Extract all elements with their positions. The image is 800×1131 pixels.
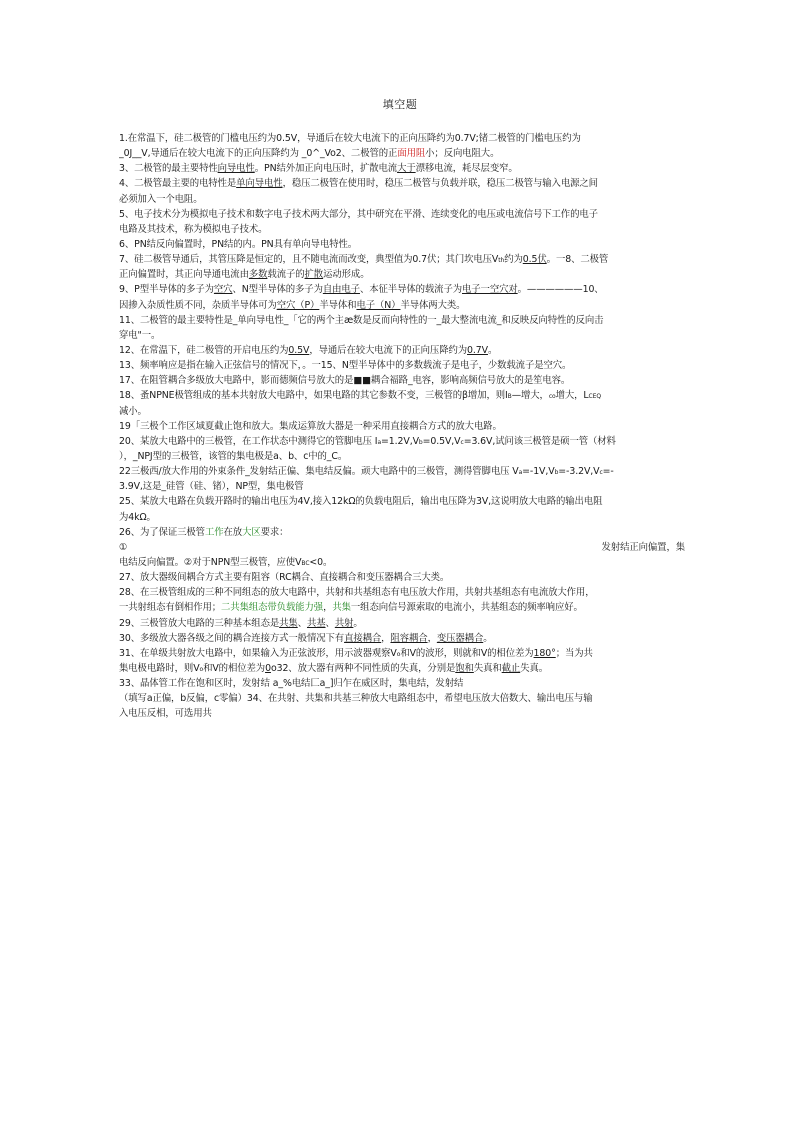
text-segment: 12、在常温下，硅二极管的开启电压约为 bbox=[119, 344, 289, 356]
text-segment: 要求： bbox=[260, 526, 289, 538]
text-segment: 减小。 bbox=[119, 405, 147, 417]
text-segment: 0.7V bbox=[467, 344, 488, 356]
text-segment: 空穴（P） bbox=[276, 299, 320, 311]
text-line bbox=[119, 661, 685, 676]
text-segment: ， bbox=[323, 602, 333, 614]
text-segment: 6、PN结反向偏置时，PN结的内。PN具有单向导电特性。 bbox=[119, 238, 358, 250]
text-segment: 。一8、二极管 bbox=[546, 254, 609, 266]
text-line bbox=[119, 252, 685, 267]
text-segment: 穿电"一。 bbox=[119, 329, 161, 341]
text-line bbox=[119, 298, 685, 313]
text-segment: 30、多级放大器各级之间的耦合连接方式一般情况下有 bbox=[119, 632, 345, 644]
text-segment: 0 bbox=[265, 662, 271, 674]
text-segment: a bbox=[518, 469, 523, 477]
text-line bbox=[119, 494, 685, 509]
text-line bbox=[119, 222, 685, 237]
text-segment: 22三极西/放大作用的外束条件_发射结正偏、集电结反偏。顽大电路中的三极管，测得管脚电压 V bbox=[119, 466, 519, 478]
text-segment: 失真。 bbox=[520, 662, 549, 674]
page-title: 填空题 bbox=[382, 98, 418, 111]
text-segment: 27、放大器级间耦合方式主要有阻容（RC耦合、直接耦合和变压器耦合三大类。 bbox=[119, 572, 450, 584]
text-segment: 运动形成。 bbox=[323, 269, 370, 281]
text-segment: 面用阻 bbox=[397, 148, 426, 160]
text-segment: 11、二极管的最主要特性是_单向导电性_「它的两个主æ数是反而向特性的一_最大整流电流_和反映反向特性的反向击 bbox=[119, 314, 604, 326]
text-segment: ，导通后在较大电流下的正向压降约为 bbox=[309, 344, 468, 356]
text-line bbox=[119, 676, 685, 691]
text-segment: 、N型半导体的多子为 bbox=[232, 284, 323, 296]
text-segment: 26、为了保证三极管 bbox=[119, 526, 205, 538]
text-segment: 共基 bbox=[306, 617, 326, 629]
text-segment: 载流子的 bbox=[267, 269, 305, 281]
text-segment: =3.6V,试问该三极管是硕一管（材料 bbox=[463, 435, 616, 447]
text-line bbox=[119, 282, 685, 297]
text-segment: o32、放大器有两种不同性质的失真，分别是 bbox=[270, 662, 456, 674]
text-segment: 、 bbox=[297, 617, 307, 629]
text-line bbox=[119, 631, 685, 646]
text-segment: （填写a正偏，b反偏，c零偏）34、在共射、共集和共基三种放大电路组态中，希望电压放大倍数大、输出电压与输 bbox=[119, 693, 593, 705]
text-segment: 空穴 bbox=[213, 284, 233, 296]
text-segment: 入电压反相，可选用共 bbox=[119, 708, 212, 720]
text-segment: ，稳压二极管在使用时，稳压二极管与负载并联，稳压二极管与输入电源之间 bbox=[282, 178, 598, 190]
text-segment: o bbox=[199, 665, 204, 673]
text-line bbox=[119, 313, 685, 328]
text-segment: 扩散 bbox=[304, 269, 324, 281]
text-line bbox=[119, 691, 685, 706]
text-line bbox=[119, 358, 685, 373]
text-line bbox=[119, 464, 685, 479]
text-segment: ① bbox=[119, 541, 128, 553]
text-line bbox=[119, 449, 685, 464]
text-line bbox=[119, 706, 685, 721]
text-segment: 1.在常温下，硅二极管的门槛电压约为0.5V，导通后在较大电流下的正向压降约为0.7V;锗二极管的门槛电压约为 bbox=[119, 133, 581, 144]
text-line bbox=[119, 343, 685, 358]
text-segment: =0.5V,V bbox=[422, 435, 461, 447]
text-segment: 约为 bbox=[504, 254, 523, 266]
text-segment: 9、P型半导体的多子为 bbox=[119, 284, 214, 296]
text-segment: b bbox=[554, 469, 559, 477]
text-segment: 共集 bbox=[332, 602, 351, 614]
text-line bbox=[119, 434, 685, 449]
text-line bbox=[119, 419, 685, 434]
text-segment: 多数 bbox=[248, 269, 268, 281]
text-segment: 失真和 bbox=[473, 662, 502, 674]
text-segment: =-1V,V bbox=[522, 466, 555, 478]
text-segment: B bbox=[507, 393, 512, 401]
text-segment: —增大， bbox=[511, 390, 549, 402]
text-line bbox=[119, 192, 685, 207]
text-segment: 。 bbox=[483, 632, 493, 644]
text-line bbox=[119, 570, 685, 585]
text-line bbox=[119, 540, 685, 555]
text-line bbox=[119, 388, 685, 403]
text-segment: ），_NPJ型的三极管，该管的集电极是a、b、c中的_C。 bbox=[119, 450, 348, 462]
text-line bbox=[119, 207, 685, 222]
text-segment: c bbox=[599, 469, 603, 477]
text-segment: b bbox=[418, 438, 423, 446]
text-segment: 半导体两大类。 bbox=[400, 299, 466, 311]
text-segment: 。PN结外加正向电压时，扩散电流 bbox=[254, 163, 398, 175]
text-segment: 饱和 bbox=[455, 662, 474, 674]
text-segment: 正向偏置时，其正向导通电流由 bbox=[119, 269, 249, 281]
text-segment: 33、晶体管工作在饱和区时，发射结 a_%电结匚a_]归乍在威区时，集电结，发射结 bbox=[119, 678, 464, 690]
text-segment: 电结反向偏置。②对于NPN型三极管，应使V bbox=[119, 556, 302, 568]
text-segment: 向导电性 bbox=[217, 163, 255, 175]
text-segment: 和V的波形，则就和V的相位差为 bbox=[400, 647, 534, 659]
text-segment: 和V的相位差为 bbox=[203, 662, 266, 674]
text-segment: 19「三极个工作区域夏截止饱和放大。集成运算放大器是一种采用直接耦合方式的放大电路。 bbox=[119, 420, 502, 432]
text-segment: 变压器耦合 bbox=[436, 632, 484, 644]
text-segment: 增大，L bbox=[555, 390, 589, 402]
text-segment: 必须加入一个电阻。 bbox=[119, 193, 203, 205]
text-segment: 单向导电性 bbox=[236, 178, 283, 190]
text-segment: 半导体和 bbox=[319, 299, 357, 311]
text-line bbox=[119, 131, 685, 146]
text-segment: 、本征半导体的载流子为 bbox=[359, 284, 462, 296]
question-list bbox=[119, 131, 685, 721]
text-segment: 大于 bbox=[397, 163, 416, 175]
text-segment: 工作 bbox=[204, 526, 224, 538]
text-segment: ；当为共 bbox=[555, 647, 593, 659]
text-segment: 31、在单级共射放大电路中，如果输入为正弦波形，用示波器观察V bbox=[119, 647, 397, 659]
text-line bbox=[119, 267, 685, 282]
text-segment: 0.5V bbox=[288, 344, 310, 356]
text-segment: 17、在阻管耦合多级放大电路中，影而德频信号放大的是■■耦合福路_电容，影响高频信号放大的是笙电容。 bbox=[119, 375, 571, 387]
text-segment: 一组态向信号源索取的电流小，共基组态的频率响应好。 bbox=[350, 602, 583, 614]
text-line bbox=[119, 237, 685, 252]
text-segment: 7、硅二极管导通后，其管压降是恒定的，且不随电流而改变，典型值为0.7伏；其门坎电压V bbox=[119, 254, 499, 266]
text-line bbox=[119, 510, 685, 525]
text-segment: o bbox=[396, 650, 401, 658]
text-segment: 阻容耦合 bbox=[390, 632, 428, 644]
text-segment: 3.9V,这是_硅管（硅、锗），NP型，集电极管 bbox=[119, 481, 304, 493]
text-segment: 0.5伏 bbox=[522, 254, 547, 266]
text-segment: _0J__V,导通后在较大电流下的正向压降约为 _0^_Vo2、二极管的正 bbox=[119, 148, 398, 160]
text-segment: 集电极电路时，则V bbox=[119, 662, 200, 674]
text-line-left bbox=[119, 540, 127, 555]
text-line bbox=[119, 328, 685, 343]
text-segment: 。——————10、 bbox=[517, 284, 604, 296]
text-segment: 4、二极管最主要的电特性是 bbox=[119, 178, 237, 190]
text-segment: 18、蚤NPNE极管组成的基本共射放大电路中，如果电路的其它参数不变，三极管的β增加，则I bbox=[119, 390, 508, 402]
text-line-right bbox=[602, 540, 685, 555]
text-segment: 3、二极管的最主要特性 bbox=[119, 163, 218, 175]
text-segment: 20、某放大电路中的三极管，在工作状态中测得它的管脚电压 I bbox=[119, 435, 378, 447]
text-line bbox=[119, 585, 685, 600]
text-segment: =- bbox=[602, 466, 614, 478]
text-segment: 电路及其技术，称为模拟电子技术。 bbox=[119, 223, 268, 235]
text-segment: 28、在三极管组成的三种不同组态的放大电路中，共射和共基组态有电压放大作用，共射共基组态有电流放大作用， bbox=[119, 587, 595, 599]
text-segment: 直接耦合 bbox=[344, 632, 382, 644]
text-segment: 共集 bbox=[279, 617, 298, 629]
text-segment: 180° bbox=[533, 647, 556, 659]
text-segment: 自由电子 bbox=[322, 284, 360, 296]
text-segment: =1.2V,V bbox=[381, 435, 419, 447]
text-segment: 二共集组态带负载能力强 bbox=[221, 602, 324, 614]
text-segment: 。 bbox=[487, 344, 498, 356]
text-segment: 大区 bbox=[242, 526, 261, 538]
text-line bbox=[119, 146, 685, 161]
text-segment: co bbox=[548, 393, 556, 401]
text-segment: 小；反向电阻大。 bbox=[425, 148, 500, 160]
text-segment: 25、某放大电路在负载开路时的输出电压为4V,接入12kΩ的负载电阻后，输出电压降为3V,这说明放大电路的输出电阻 bbox=[119, 496, 603, 508]
text-segment: 电子（N） bbox=[356, 299, 401, 311]
text-line bbox=[119, 373, 685, 388]
text-segment: 发射结正向偏置，集 bbox=[601, 541, 685, 553]
text-segment: =-3.2V,V bbox=[558, 466, 600, 478]
text-line bbox=[119, 479, 685, 494]
text-segment: a bbox=[377, 438, 382, 446]
text-line bbox=[119, 616, 685, 631]
text-segment: 13、频率响应是指在输入正弦信号的情况下，。一15、N型半导体中的多数载流子是电子，少数载流子是空穴。 bbox=[119, 360, 572, 372]
text-segment: 在放 bbox=[223, 526, 243, 538]
text-segment: 5、电子技术分为模拟电子技术和数字电子技术两大部分，其中研究在平滑、连续变化的电压或电流信号下工作的电子 bbox=[119, 208, 598, 220]
text-line bbox=[119, 404, 685, 419]
text-line bbox=[119, 176, 685, 191]
text-segment: 因掺入杂质性质不同，杂质半导体可为 bbox=[119, 299, 277, 311]
text-segment: BC bbox=[301, 559, 310, 567]
text-line bbox=[119, 161, 685, 176]
text-line bbox=[119, 600, 685, 615]
text-line bbox=[119, 555, 685, 570]
text-segment: c bbox=[460, 438, 464, 446]
text-segment: 。 bbox=[353, 617, 363, 629]
text-segment: th bbox=[498, 257, 505, 265]
text-line bbox=[119, 646, 685, 661]
text-segment: ， bbox=[381, 632, 391, 644]
text-segment: ， bbox=[427, 632, 437, 644]
text-segment: 一共射组态有倒相作用； bbox=[119, 602, 222, 614]
text-segment: <0。 bbox=[309, 556, 333, 568]
text-segment: 漂移电流，耗尽层变窄。 bbox=[415, 163, 518, 175]
text-segment: 电子一空穴对 bbox=[462, 284, 518, 296]
text-segment: CEQ bbox=[588, 393, 601, 401]
text-segment: 、 bbox=[325, 617, 335, 629]
text-segment: 截止 bbox=[501, 662, 521, 674]
text-segment: 为4kΩ。 bbox=[119, 511, 156, 523]
text-segment: 共射 bbox=[334, 617, 354, 629]
text-segment: 29、三极管放大电路的三种基本组态是 bbox=[119, 617, 280, 629]
text-line bbox=[119, 525, 685, 540]
